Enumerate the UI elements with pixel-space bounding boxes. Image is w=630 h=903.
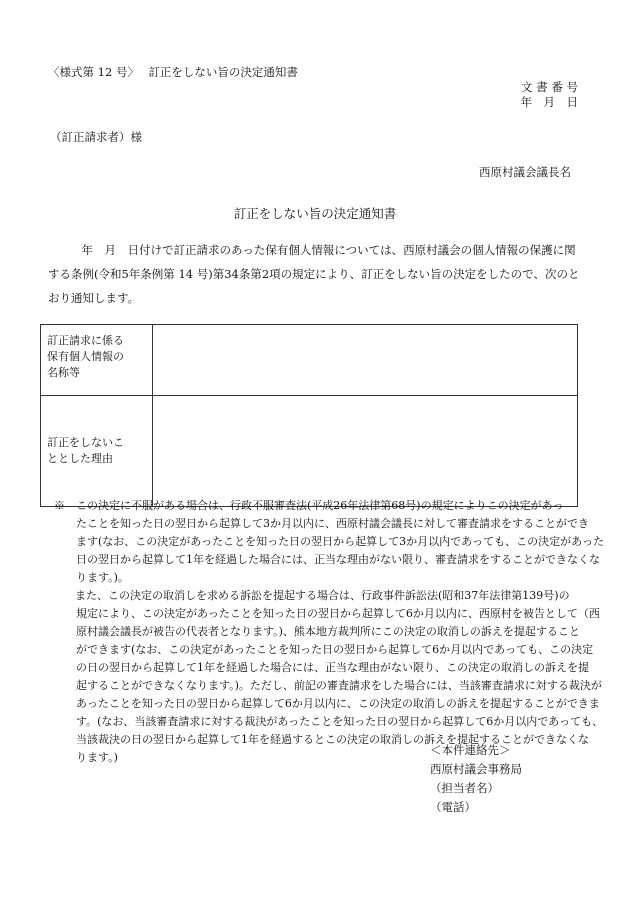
- note-line: たことを知った日の翌日から起算して3か月以内に、西原村議会議長に対して審査請求をすることができ: [76, 517, 589, 530]
- table-row: [41, 325, 578, 396]
- note-line: ります。): [76, 751, 118, 764]
- note-line: ※ この決定に不服がある場合は、行政不服審査法(平成26年法律第68号)の規定によりこの決定があっ: [54, 499, 564, 512]
- body-text: [48, 238, 582, 310]
- contact-heading: ＜本件連絡先＞: [430, 743, 511, 757]
- note-line: す。(なお、当該審査請求に対する裁決があったことを知った日の翌日から起算して6か月以内であっても、: [76, 715, 604, 728]
- recipient: （訂正請求者）様: [50, 130, 142, 144]
- row-label-reason: [41, 396, 153, 507]
- cell-line: ととした理由: [47, 452, 113, 465]
- note-line: あったことを知った日の翌日から起算して6か月以内に、この決定の取消しの訴えを提起することができま: [76, 697, 600, 710]
- note-line: 規定により、この決定があったことを知った日の翌日から起算して6か月以内に、西原村を被告として（西: [76, 607, 600, 620]
- note-line: 原村議会議長が被告の代表者となります。)、熊本地方裁判所にこの決定の取消しの訴えを提起すること: [76, 625, 580, 638]
- document-date: 年 月 日: [520, 95, 578, 109]
- info-table: [40, 324, 578, 507]
- row-value-reason: [153, 396, 578, 507]
- contact-block: [430, 741, 522, 817]
- row-label-info-name: [41, 325, 153, 396]
- document-meta: [521, 80, 579, 110]
- cell-line: 訂正請求に係る: [47, 334, 124, 347]
- note-line: また、この決定の取消しを求める訴訟を提起する場合は、行政事件訴訟法(昭和37年法律第139号)の: [64, 589, 570, 602]
- contact-phone: （電話）: [430, 800, 476, 814]
- contact-person: （担当者名）: [430, 781, 499, 795]
- table-row: [41, 396, 578, 507]
- note-line: の日の翌日から起算して1年を経過した場合には、正当な理由がない限り、この決定の取消しの訴えを提: [76, 661, 589, 674]
- cell-line: 名称等: [47, 366, 80, 379]
- note-line: ができます(なお、この決定があったことを知った日の翌日から起算して6か月以内であっても、この決定: [76, 643, 594, 656]
- note-line: 当該裁決の日の翌日から起算して1年を経過するとこの決定の取消しの訴えを提起することができなくな: [76, 733, 589, 746]
- sender: 西原村議会議長名: [479, 165, 571, 179]
- document-title: 訂正をしない旨の決定通知書: [233, 206, 397, 221]
- body-line: 年 月 日付けで訂正請求のあった保有個人情報については、西原村議会の個人情報の保護に関: [70, 243, 576, 257]
- cell-line: 保有個人情報の: [47, 350, 124, 363]
- note-line: ります。)。: [76, 571, 129, 584]
- contact-office: 西原村議会事務局: [430, 762, 522, 776]
- cell-line: 訂正をしないこ: [47, 436, 124, 449]
- body-line: おり通知します。: [48, 291, 140, 305]
- form-number-label: 〈様式第 12 号〉 訂正をしない旨の決定通知書: [48, 65, 298, 79]
- note-line: 起することができなくなります。)。ただし、前記の審査請求をした場合には、当該審査請求に対する裁決が: [76, 679, 602, 692]
- body-line: する条例(令和5年条例第 14 号)第34条第2項の規定により、訂正をしない旨の決定をしたので、次のと: [48, 267, 580, 281]
- document-number: 文 書 番 号: [521, 80, 578, 94]
- note-line: 日の翌日から起算して1年を経過した場合には、正当な理由がない限り、審査請求をすることができなくな: [76, 553, 600, 566]
- notes: [48, 497, 604, 767]
- row-value-info-name: [153, 325, 578, 396]
- note-line: ます(なお、この決定があったことを知った日の翌日から起算して3か月以内であっても、この決定があった: [76, 535, 604, 548]
